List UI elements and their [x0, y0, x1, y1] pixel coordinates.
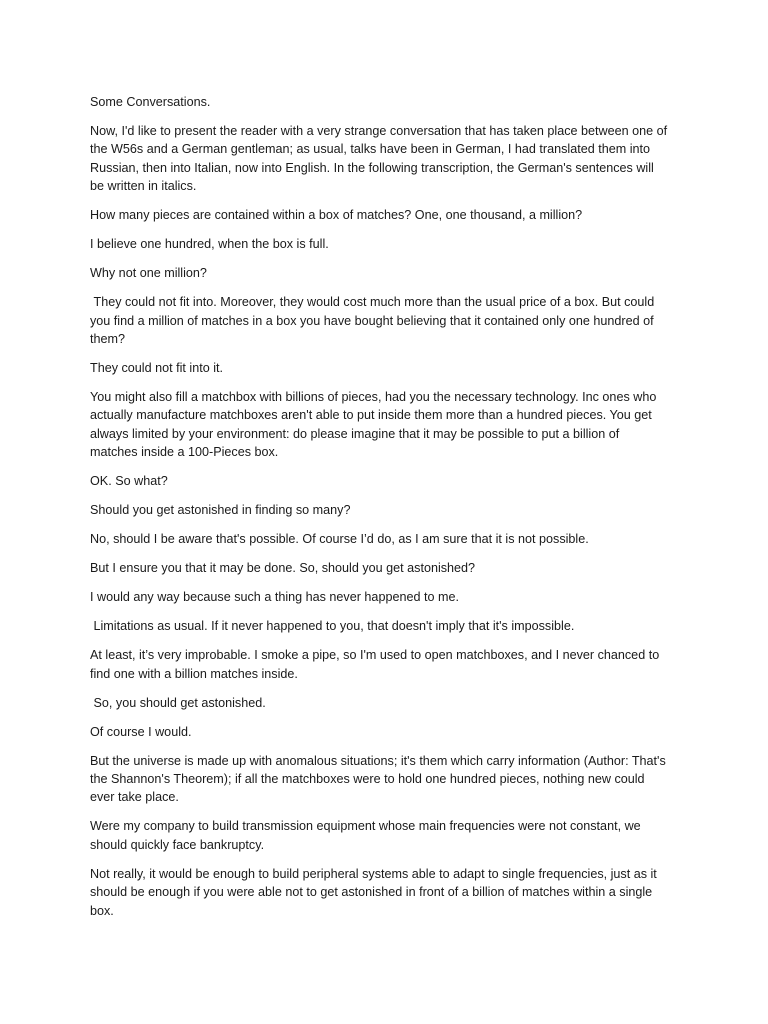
document-body — [90, 93, 670, 931]
paragraph: Should you get astonished in finding so many? — [90, 503, 351, 518]
paragraph: I would any way because such a thing has never happened to me. — [90, 590, 459, 605]
paragraph: They could not fit into. Moreover, they would cost much more than the usual price of a box. But could you find a million of matches in a box you have bought believing that it contained only one hundred of them? — [90, 295, 658, 347]
paragraph: You might also fill a matchbox with billions of pieces, had you the necessary technology. Inc ones who actually manufacture matchboxes aren't able to put inside them more than a hundred pieces. You get always limited by your environment: do please imagine that it may be possible to put a billion of matches inside a 100-Pieces box. — [90, 390, 660, 460]
paragraph: But I ensure you that it may be done. So, should you get astonished? — [90, 561, 476, 576]
paragraph: Not really, it would be enough to build peripheral systems able to adapt to single frequencies, just as it should be enough if you were able not to get astonished in front of a billion of matches within a single box. — [90, 866, 661, 918]
paragraph: Limitations as usual. If it never happened to you, that doesn't imply that it's impossible. — [90, 619, 575, 634]
paragraph: At least, it’s very improbable. I smoke a pipe, so I'm used to open matchboxes, and I never chanced to find one with a billion matches inside. — [90, 648, 663, 681]
paragraph: But the universe is made up with anomalous situations; it's them which carry information (Author: That's the Shannon's Theorem); if all the matchboxes were to hold one hundred pieces, nothing new could ever take place. — [90, 753, 670, 805]
paragraph: Of course I would. — [90, 724, 192, 739]
paragraph: So, you should get astonished. — [90, 695, 266, 710]
document-title: Some Conversations. — [90, 95, 211, 109]
paragraph: They could not fit into it. — [90, 361, 224, 376]
paragraph: OK. So what? — [90, 474, 168, 489]
paragraph: Why not one million? — [90, 266, 207, 281]
paragraph: Were my company to build transmission equipment whose main frequencies were not constant, we should quickly face bankruptcy. — [90, 819, 645, 852]
paragraph: No, should I be aware that's possible. Of course I’d do, as I am sure that it is not possible. — [90, 532, 589, 547]
paragraph: Now, I'd like to present the reader with a very strange conversation that has taken place between one of the W56s and a German gentleman; as usual, talks have been in German, I had translated them into Russian, then into Italian, now into English. In the following transcription, the German's sentences will be written in italics. — [90, 124, 671, 194]
paragraph: How many pieces are contained within a box of matches? One, one thousand, a million? — [90, 208, 583, 223]
paragraph: I believe one hundred, when the box is full. — [90, 237, 329, 252]
